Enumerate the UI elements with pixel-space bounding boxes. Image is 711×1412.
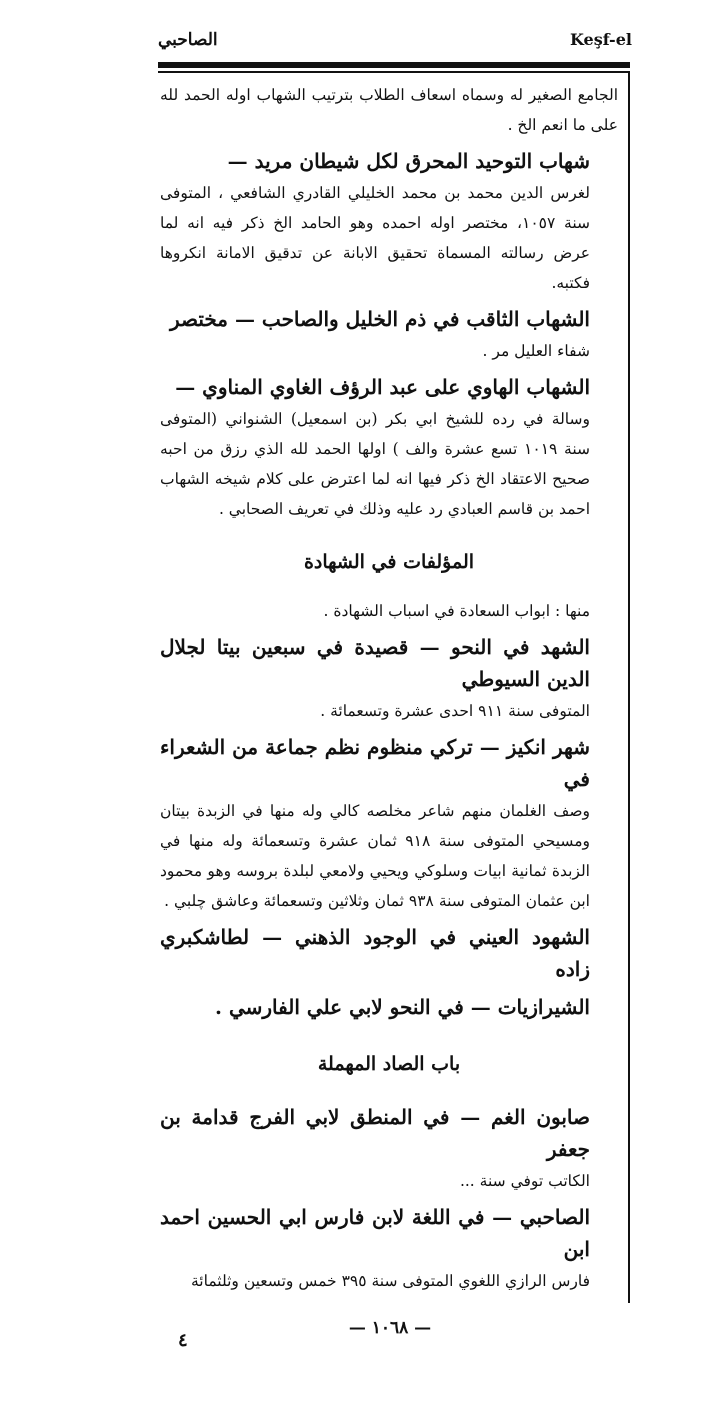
entry-text: وسالة في رده للشيخ ابي بكر (بن اسمعيل) الشنواني (المتوفى سنة ١٠١٩ تسع عشرة والف ) اولها الحمد لله الذي رزق من احبه صحيح الاعتقاد الخ ذكر فيها انه لما اعترض على كلام شيخه الشهاب احمد بن قاسم العبادي رد عليه وذلك في تعريف الصحابي . xyxy=(160,410,591,518)
entry-text: لغرس الدين محمد بن محمد الخليلي القادري الشافعي ، المتوفى سنة ١٠٥٧، مختصر اوله احمده وهو الحامد الخ ذكر فيه انه لما عرض رسالته المسماة تحقيق الابانة عن تدقيق الامانة انكروها فكتبه. xyxy=(160,184,590,292)
entry-text: الجامع الصغير له وسماه اسعاف الطلاب بترتيب الشهاب اوله الحمد لله على ما انعم الخ . xyxy=(160,86,618,134)
signature-mark: ٤ xyxy=(178,1330,188,1351)
column-rule xyxy=(628,73,630,1303)
chapter-heading-sad: باب الصاد المهملة xyxy=(317,1053,461,1075)
entry-text: الكاتب توفي سنة ... xyxy=(459,1172,590,1190)
entry-title: الشهود العيني في الوجود الذهني — لطاشكبري زاده xyxy=(160,925,590,981)
header-left-title: Keşf-el xyxy=(570,30,632,49)
section1-item-1 xyxy=(160,632,618,726)
section1-item-2 xyxy=(160,732,618,916)
entry-title: صابون الغم — في المنطق لابي الفرج قدامة بن جعفر xyxy=(160,1105,590,1161)
entry-text: منها : ابواب السعادة في اسباب الشهادة . xyxy=(323,602,590,620)
entry-text: شفاء العليل مر . xyxy=(482,342,590,360)
page-body xyxy=(160,78,618,1302)
entry-2 xyxy=(160,304,618,366)
section-heading-testimony: المؤلفات في الشهادة xyxy=(303,551,475,573)
entry-title: الشهاب الهاوي على عبد الرؤف الغاوي المناوي — xyxy=(175,375,590,399)
entry-3 xyxy=(160,372,618,524)
page-number: — ١٠٦٨ — xyxy=(348,1318,432,1338)
header-running-title: الصاحبي xyxy=(158,30,218,50)
section1-item-0 xyxy=(160,596,618,626)
entry-text: وصف الغلمان منهم شاعر مخلصه كالي وله منها في الزبدة بيتان ومسيحي المتوفى سنة ٩١٨ ثمان عشرة وتسعمائة وله منها في الزبدة ثمانية ابيات وسلوكي ويحيي ولامعي لبلدة بروسه وهو محمود ابن عثمان المتوفى سنة ٩٣٨ ثمان وثلاثين وتسعمائة وعاشق چلبي . xyxy=(160,802,591,910)
entry-title: الصاحبي — في اللغة لابن فارس ابي الحسين احمد ابن xyxy=(160,1205,590,1261)
section1-item-3 xyxy=(160,922,618,986)
entry-title: شهاب التوحيد المحرق لكل شيطان مريد — xyxy=(227,149,590,173)
entry-text: فارس الرازي اللغوي المتوفى سنة ٣٩٥ خمس وتسعين وثلثمائة xyxy=(190,1272,590,1290)
entry-title: الشهاب الثاقب في ذم الخليل والصاحب — مختصر xyxy=(169,307,590,331)
entry-0 xyxy=(160,78,618,140)
entry-title: الشيرازيات — في النحو لابي علي الفارسي . xyxy=(215,995,590,1019)
section1-item-4 xyxy=(160,992,618,1024)
entry-text: المتوفى سنة ٩١١ احدى عشرة وتسعمائة . xyxy=(320,702,590,720)
entry-title: شهر انكيز — تركي منظوم نظم جماعة من الشعراء في xyxy=(160,735,590,791)
section2-item-0 xyxy=(160,1102,618,1196)
entry-title: الشهد في النحو — قصيدة في سبعين بيتا لجلال الدين السيوطي xyxy=(160,635,590,691)
section2-item-1 xyxy=(160,1202,618,1296)
header-rule-thin xyxy=(158,71,630,73)
header-rule-thick xyxy=(158,62,630,68)
entry-1 xyxy=(160,146,618,298)
